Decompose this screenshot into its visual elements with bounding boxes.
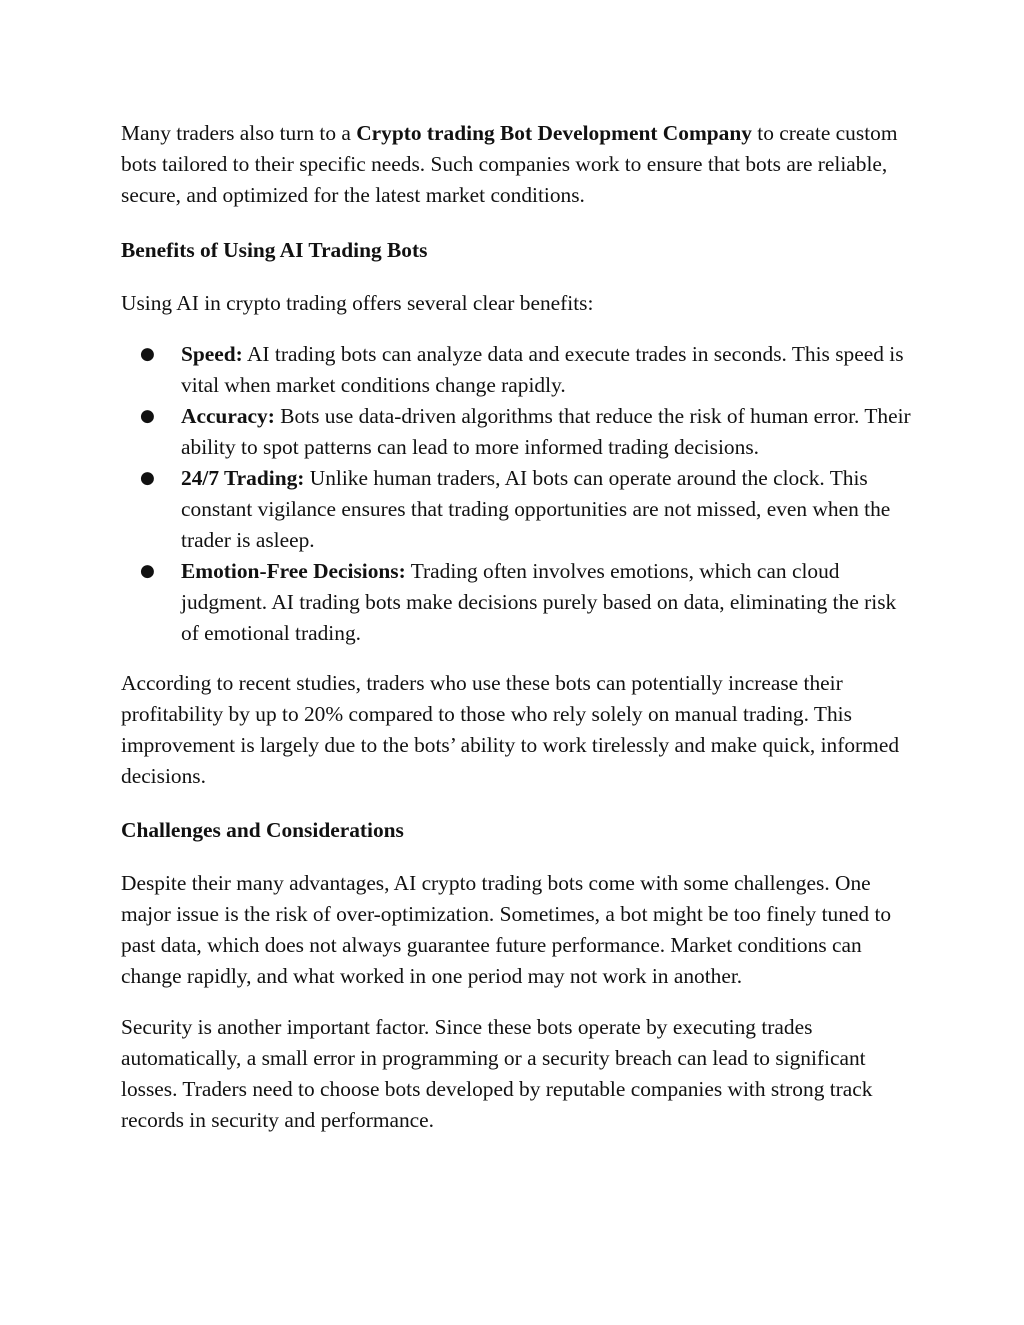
benefits-lead: Using AI in crypto trading offers several clear benefits:: [121, 291, 594, 315]
benefits-heading: Benefits of Using AI Trading Bots: [121, 238, 428, 262]
document-page: [121, 118, 911, 1136]
intro-bold-company: Crypto trading Bot Development Company: [356, 121, 752, 145]
challenges-paragraph-1: Despite their many advantages, AI crypto trading bots come with some challenges. One major issue is the risk of over-optimization. Sometimes, a bot might be too finely tuned to past data, which does not always guarantee future performance. Market conditions can change rapidly, and what worked in one period may not work in another.: [121, 871, 892, 988]
challenges-paragraph-2: Security is another important factor. Since these bots operate by executing trades automatically, a small error in programming or a security breach can lead to significant losses. Traders need to choose bots developed by reputable companies with strong track records in security and performance.: [121, 1015, 873, 1132]
list-item-term: 24/7 Trading:: [181, 466, 305, 490]
benefits-list: [121, 339, 911, 649]
list-item-text: Unlike human traders, AI bots can operate around the clock. This constant vigilance ensures that trading opportunities are not missed, even when the trader is asleep.: [181, 466, 891, 552]
list-item: [121, 401, 911, 463]
bullet-icon: ●: [140, 344, 155, 364]
list-item-text: AI trading bots can analyze data and execute trades in seconds. This speed is vital when market conditions change rapidly.: [181, 342, 904, 397]
bullet-icon: ●: [140, 406, 155, 426]
list-item-text: Bots use data-driven algorithms that reduce the risk of human error. Their ability to spot patterns can lead to more informed trading decisions.: [181, 404, 911, 459]
list-item-term: Speed:: [181, 342, 243, 366]
intro-text-before: Many traders also turn to a: [121, 121, 357, 145]
study-paragraph: According to recent studies, traders who use these bots can potentially increase their profitability by up to 20% compared to those who rely solely on manual trading. This improvement is largely due to the bots’ ability to work tirelessly and make quick, informed decisions.: [121, 671, 900, 788]
list-item-term: Accuracy:: [181, 404, 275, 428]
list-item: [121, 463, 911, 556]
intro-text-after: to create custom bots tailored to their specific needs. Such companies work to ensure that bots are reliable, secure, and optimized for the latest market conditions.: [121, 121, 898, 207]
list-item-text: Trading often involves emotions, which can cloud judgment. AI trading bots make decisions purely based on data, eliminating the risk of emotional trading.: [181, 559, 897, 645]
bullet-icon: ●: [140, 468, 155, 488]
challenges-heading: Challenges and Considerations: [121, 818, 404, 842]
bullet-icon: ●: [140, 561, 155, 581]
intro-paragraph: [121, 118, 911, 211]
list-item: [121, 556, 911, 649]
list-item: [121, 339, 911, 401]
list-item-term: Emotion-Free Decisions:: [181, 559, 406, 583]
